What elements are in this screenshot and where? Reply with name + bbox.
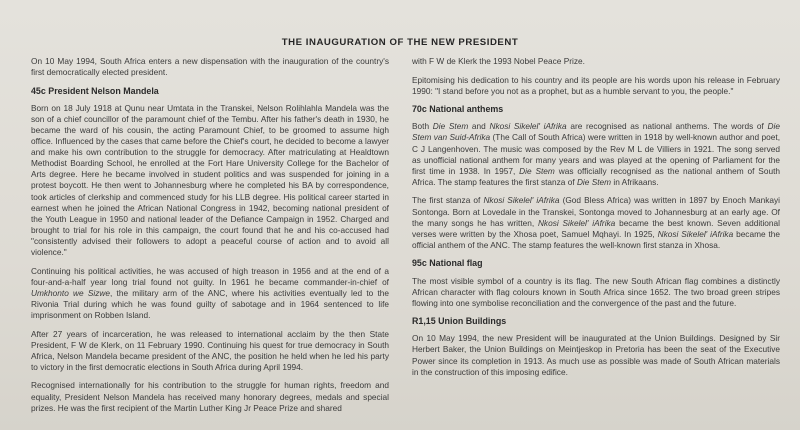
mandela-heading: 45c President Nelson Mandela xyxy=(31,85,159,96)
left-column xyxy=(31,56,389,421)
right-column xyxy=(412,56,780,385)
nobel-continuation: with F W de Klerk the 1993 Nobel Peace Prize. xyxy=(412,56,585,66)
flag-paragraph: The most visible symbol of a country is its flag. The new South African flag combines a distinctly African character with flag colours known in South Africa since 1652. The two broad green stripes flowing into one symbolise reconciliation and the convergence of the past and the future. xyxy=(412,275,780,308)
page-title: THE INAUGURATION OF THE NEW PRESIDENT xyxy=(281,37,519,48)
flag-heading: 95c National flag xyxy=(412,258,483,269)
release-quote-paragraph: Epitomising his dedication to his country and its people are his words upon his release in February 1990: "I stand before you not as a prophet, but as a humble servant to you, the people." xyxy=(412,74,780,96)
die-stem-paragraph: Both Die Stem and Nkosi Sikelel' iAfrika are recognised as national anthems. The words of Die Stem van Suid-Afrika (The Call of South Africa) were written in 1918 by well-known author and poet, C J Langenhoven. The music was composed by the Rev M L de Villiers in 1921. The song served as unofficial national anthem for many years and was played at the opening of Parliament for the first time in 1938. In 1957, Die Stem was officially recognised as the national anthem of South Africa. The stamp features the first stanza of Die Stem in Afrikaans. xyxy=(412,121,780,187)
union-buildings-paragraph: On 10 May 1994, the new President will be inaugurated at the Union Buildings. Designed by Sir Herbert Baker, the Union Buildings on Meintjeskop in Pretoria has been the seat of the Executive Power since its completion in 1913. As much use as possible was made of South African materials in the construction of this imposing edifice. xyxy=(412,333,780,377)
mandela-biography-paragraph: Born on 18 July 1918 at Qunu near Umtata in the Transkei, Nelson Rolihlahla Mandela was the son of a chief councillor of the paramount chief of the Tembu. After his father's death in 1930, he became the ward of his cousin, the acting Paramount Chief, to be groomed to assume high office. Influenced by the cases that came before the Chief's court, he decided to become a lawyer and make his own contribution to the struggle for democracy. After matriculating at Healdtown Methodist Boarding School, he enrolled at the Fort Hare University College for the Bachelor of Arts degree. Here he became involved in student politics and was suspended for joining in a protest boycott. He then went to Johannesburg where he completed his BA by correspondence, took articles of clerkship and commenced study for his LLB degree. His political career started in earnest when he joined the African National Congress in 1942, becoming national president of the Youth League in 1950 and national leader of the Defiance Campaign in 1952. Charged and brought to trial for his role in this campaign, the court found that he and his co-accused had "consistently advised their followers to adopt a peaceful course of action and to avoid all violence." xyxy=(31,102,389,257)
intro-paragraph: On 10 May 1994, South Africa enters a new dispensation with the inauguration of the country's first democratically elected president. xyxy=(31,56,389,78)
recognition-paragraph: Recognised internationally for his contribution to the struggle for human rights, freedom and equality, President Nelson Mandela has received many honorary degrees, medals and special prizes. He was the first recipient of the Martin Luther King Jr Peace Prize and shared xyxy=(31,380,389,413)
anthems-heading: 70c National anthems xyxy=(412,104,504,115)
nkosi-sikelel-paragraph: The first stanza of Nkosi Sikelel' iAfrika (God Bless Africa) was written in 1897 by Enoch Mankayi Sontonga. Born at Lovedale in the Transkei, Sontonga moved to Johannesburg at an early age. Of the many songs he has written, Nkosi Sikelel' iAfrika became the best known. Seven additional verses were written by the Xhosa poet, Samuel Mqhayi. In 1925, Nkosi Sikelel' iAfrika became the official anthem of the ANC. The stamp features the well-known first stanza in Xhosa. xyxy=(412,195,781,250)
political-activities-paragraph: Continuing his political activities, he was accused of high treason in 1956 and at the end of a four-and-a-half year long trial found not guilty. In 1961 he became commander-in-chief of Umkhonto we Sizwe, the military arm of the ANC, where his activities eventually led to the Rivonia Trial during which he was found guilty of sabotage and in 1964 sentenced to life imprisonment on Robben Island. xyxy=(31,265,389,320)
union-buildings-heading: R1,15 Union Buildings xyxy=(412,316,507,327)
release-paragraph: After 27 years of incarceration, he was released to international acclaim by the then State President, F W de Klerk, on 11 February 1990. Continuing his quest for true democracy in South Africa, Nelson Mandela became president of the ANC, the position he held when he led his party to victory in the first democratic elections in South Africa during April 1994. xyxy=(31,328,389,372)
